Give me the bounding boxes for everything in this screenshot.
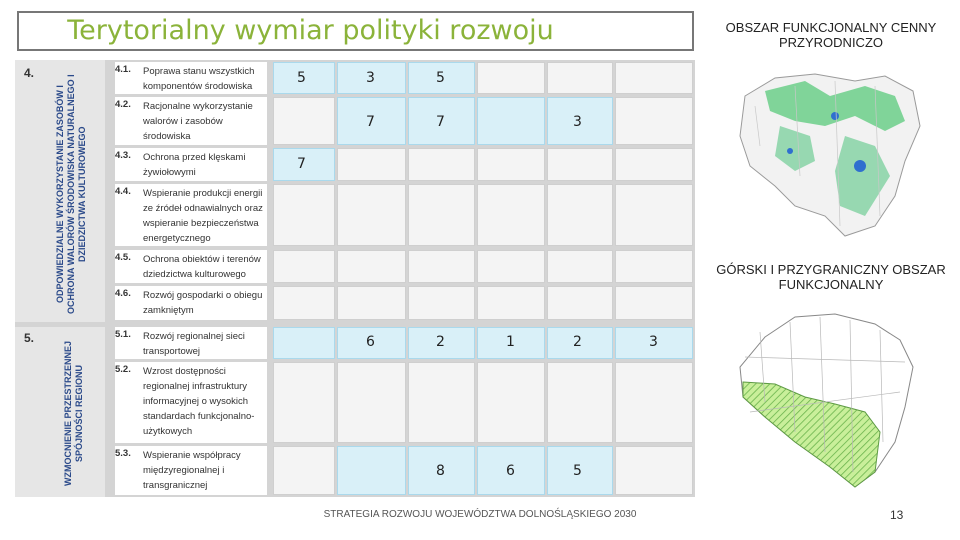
section-5-label: WZMOCNIENIE PRZESTRZENNEJ SPÓJNOŚCI REGIONU	[63, 340, 84, 486]
cell	[615, 184, 693, 246]
cell	[273, 286, 335, 320]
cell: 6	[477, 446, 545, 495]
page-number: 13	[890, 508, 904, 522]
row-4-6-label	[115, 286, 267, 320]
row-code: 4.2.	[115, 99, 131, 110]
cell	[273, 446, 335, 495]
row-text: Wspieranie współpracy międzyregionalnej i transgranicznej	[143, 450, 241, 491]
cell	[547, 62, 613, 94]
cell	[615, 148, 693, 181]
row-4-2-label	[115, 97, 267, 145]
cell	[615, 286, 693, 320]
row-text: Rozwój gospodarki o obiegu zamkniętym	[143, 290, 263, 316]
section-5-number: 5.	[24, 331, 35, 345]
cell: 6	[337, 327, 406, 359]
cell	[615, 62, 693, 94]
cell	[477, 184, 545, 246]
map-mountain-border-area	[735, 312, 925, 492]
cell	[273, 362, 335, 443]
row-code: 5.2.	[115, 364, 131, 375]
cell	[547, 184, 613, 246]
title-box	[17, 11, 694, 51]
cell	[337, 250, 406, 283]
row-code: 4.1.	[115, 64, 131, 75]
matrix-table	[15, 60, 695, 497]
row-code: 4.6.	[115, 288, 131, 299]
cell	[615, 250, 693, 283]
cell	[337, 362, 406, 443]
row-text: Wspieranie produkcji energii ze źródeł odnawialnych oraz wspieranie bezpieczeństwa energetycznego	[143, 188, 263, 244]
row-text: Ochrona przed klęskami żywiołowymi	[143, 152, 246, 178]
cell	[273, 184, 335, 246]
cell	[547, 286, 613, 320]
cell: 7	[337, 97, 406, 145]
row-text: Wzrost dostępności regionalnej infrastruktury informacyjnej o wysokich standardach funkcjonalno-użytkowych	[143, 366, 255, 437]
cell	[408, 362, 475, 443]
cell	[337, 148, 406, 181]
cell	[408, 148, 475, 181]
map-nature-area	[735, 66, 925, 241]
cell: 2	[408, 327, 475, 359]
cell	[408, 250, 475, 283]
row-code: 4.3.	[115, 150, 131, 161]
cell	[477, 362, 545, 443]
row-5-1-label	[115, 327, 267, 359]
row-text: Racjonalne wykorzystanie walorów i zasobów środowiska	[143, 101, 253, 142]
row-4-5-label	[115, 250, 267, 283]
cell	[337, 446, 406, 495]
row-5-3-label	[115, 446, 267, 495]
cell: 3	[547, 97, 613, 145]
cell	[615, 446, 693, 495]
cell	[408, 286, 475, 320]
page-title: Terytorialny wymiar polityki rozwoju	[67, 15, 554, 46]
row-5-2-label	[115, 362, 267, 443]
row-4-3-label	[115, 148, 267, 181]
cell	[337, 286, 406, 320]
map1-heading: OBSZAR FUNKCJONALNY CENNY PRZYRODNICZO	[725, 20, 937, 50]
cell	[547, 362, 613, 443]
cell	[477, 62, 545, 94]
row-code: 5.3.	[115, 448, 131, 459]
cell: 8	[408, 446, 475, 495]
cell	[337, 184, 406, 246]
row-text: Rozwój regionalnej sieci transportowej	[143, 331, 245, 357]
cell: 7	[408, 97, 475, 145]
cell	[547, 250, 613, 283]
footer-text: STRATEGIA ROZWOJU WOJEWÓDZTWA DOLNOŚLĄSKIEGO 2030	[323, 509, 637, 520]
cell	[273, 250, 335, 283]
section-4-number: 4.	[24, 66, 35, 80]
cell	[477, 250, 545, 283]
section-4-label: ODPOWIEDZIALNE WYKORZYSTANIE ZASOBÓW I OCHRONA WALORÓW ŚRODOWISKA NATURALNEGO I DZIEDZICTWA KULTUROWEGO	[55, 74, 87, 314]
cell	[477, 148, 545, 181]
cell: 3	[615, 327, 693, 359]
cell	[547, 148, 613, 181]
cell	[408, 184, 475, 246]
row-code: 4.4.	[115, 186, 131, 197]
cell	[273, 97, 335, 145]
cell	[477, 286, 545, 320]
row-text: Ochrona obiektów i terenów dziedzictwa kulturowego	[143, 254, 261, 280]
map2-heading: GÓRSKI I PRZYGRANICZNY OBSZAR FUNKCJONALNY	[716, 262, 946, 292]
cell	[615, 362, 693, 443]
cell: 2	[547, 327, 613, 359]
row-text: Poprawa stanu wszystkich komponentów środowiska	[143, 66, 255, 92]
row-code: 4.5.	[115, 252, 131, 263]
cell: 5	[547, 446, 613, 495]
row-4-1-label	[115, 62, 267, 94]
cell: 3	[337, 62, 406, 94]
cell: 1	[477, 327, 545, 359]
cell: 5	[408, 62, 475, 94]
cell: 7	[273, 148, 335, 181]
cell	[615, 97, 693, 145]
row-code: 5.1.	[115, 329, 131, 340]
cell: 5	[273, 62, 335, 94]
cell	[477, 97, 545, 145]
row-4-4-label	[115, 184, 267, 246]
cell	[273, 327, 335, 359]
